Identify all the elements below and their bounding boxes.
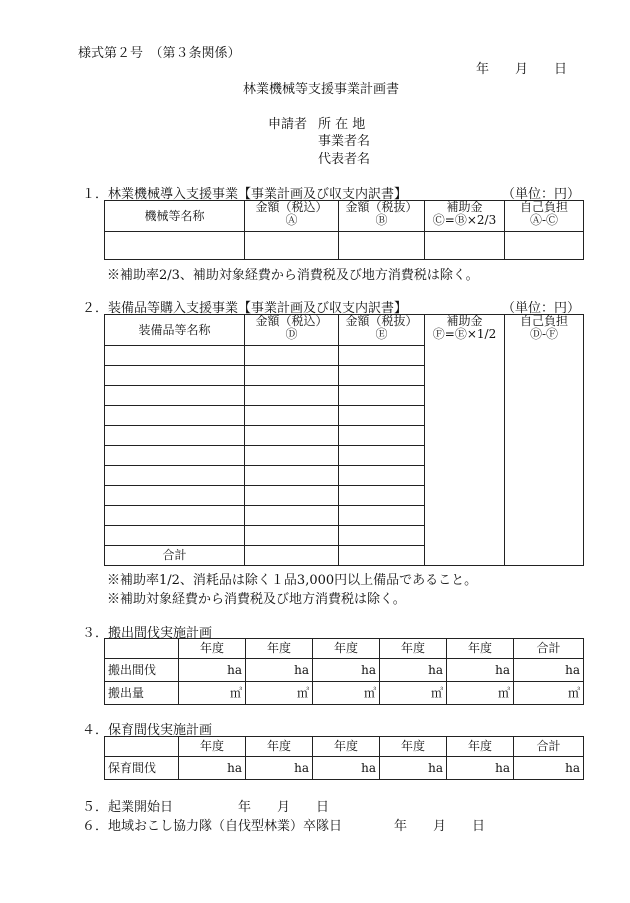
corner-cell: [105, 639, 179, 659]
page-title: 林業機械等支援事業計画書: [243, 82, 400, 97]
m3-cell[interactable]: ㎥: [380, 682, 447, 705]
section4-heading: ４．保育間伐実施計画: [82, 723, 213, 738]
entry-cell[interactable]: [245, 406, 339, 426]
entry-cell[interactable]: [245, 426, 339, 446]
corner-cell: [105, 737, 179, 757]
entry-cell[interactable]: [425, 232, 505, 260]
applicant-address-label: 所 在 地: [318, 117, 366, 132]
ha-cell[interactable]: ha: [179, 757, 246, 780]
entry-cell[interactable]: [339, 386, 425, 406]
entry-cell[interactable]: [105, 446, 245, 466]
section4-table: [104, 736, 584, 780]
year-header: 年度: [246, 639, 313, 659]
section1-unit: （単位：円）: [502, 187, 581, 202]
section2-col-name: 装備品等名称: [105, 315, 245, 346]
m3-cell[interactable]: ㎥: [514, 682, 584, 705]
applicant-label: 申請者: [268, 117, 308, 132]
entry-cell[interactable]: [105, 506, 245, 526]
section1-col-taxex: 金額（税抜） Ⓑ: [339, 201, 425, 232]
entry-cell[interactable]: [339, 486, 425, 506]
entry-cell[interactable]: [245, 346, 339, 366]
year-header: 年度: [447, 639, 514, 659]
entry-cell[interactable]: [339, 366, 425, 386]
section2-note-1: ※補助率1/2、消耗品は除く１品3,000円以上備品であること。: [107, 573, 478, 588]
entry-cell[interactable]: [505, 232, 584, 260]
m3-cell[interactable]: ㎥: [447, 682, 514, 705]
section1-col-name: 機械等名称: [105, 201, 245, 232]
entry-cell[interactable]: [105, 466, 245, 486]
form-number: 様式第２号 （第３条関係）: [78, 46, 241, 61]
ha-cell[interactable]: ha: [313, 757, 380, 780]
section6-graduation-date: ６．地域おこし協力隊（自伐型林業）卒隊日 年 月 日: [82, 819, 486, 834]
row-label-thinning: 搬出間伐: [105, 659, 179, 682]
entry-cell[interactable]: [245, 466, 339, 486]
section2-col-taxex: 金額（税抜） Ⓔ: [339, 315, 425, 346]
ha-cell[interactable]: ha: [447, 659, 514, 682]
section2-table: [104, 314, 584, 566]
entry-cell[interactable]: [245, 386, 339, 406]
section1-entry-row: [105, 232, 584, 260]
entry-cell[interactable]: [339, 506, 425, 526]
year-header: 年度: [179, 737, 246, 757]
section1-col-taxin: 金額（税込） Ⓐ: [245, 201, 339, 232]
m3-cell[interactable]: ㎥: [246, 682, 313, 705]
entry-cell[interactable]: [339, 346, 425, 366]
ha-cell[interactable]: ha: [313, 659, 380, 682]
section2-note-2: ※補助対象経費から消費税及び地方消費税は除く。: [107, 592, 406, 607]
ha-cell[interactable]: ha: [380, 757, 447, 780]
ha-cell[interactable]: ha: [246, 757, 313, 780]
section2-heading: ２．装備品等購入支援事業【事業計画及び収支内訳書】: [82, 301, 408, 316]
ha-cell[interactable]: ha: [246, 659, 313, 682]
entry-cell[interactable]: [245, 506, 339, 526]
entry-cell[interactable]: [245, 526, 339, 546]
section1-heading: １．林業機械導入支援事業【事業計画及び収支内訳書】: [82, 187, 408, 202]
total-header: 合計: [514, 639, 584, 659]
ha-cell[interactable]: ha: [514, 659, 584, 682]
year-header: 年度: [380, 639, 447, 659]
entry-cell[interactable]: [105, 486, 245, 506]
entry-cell[interactable]: [339, 232, 425, 260]
ha-cell[interactable]: ha: [179, 659, 246, 682]
entry-cell[interactable]: [339, 426, 425, 446]
section2-col-subsidy: 補助金 Ⓕ=Ⓔ×1/2: [425, 315, 505, 566]
entry-cell[interactable]: [339, 526, 425, 546]
ha-cell[interactable]: ha: [447, 757, 514, 780]
year-header: 年度: [179, 639, 246, 659]
entry-cell[interactable]: [105, 386, 245, 406]
m3-cell[interactable]: ㎥: [179, 682, 246, 705]
entry-cell[interactable]: [339, 446, 425, 466]
entry-cell[interactable]: [339, 406, 425, 426]
year-header: 年度: [313, 639, 380, 659]
section3-heading: ３．搬出間伐実施計画: [82, 626, 213, 641]
row-label-tending: 保育間伐: [105, 757, 179, 780]
section1-col-self: 自己負担 Ⓐ-Ⓒ: [505, 201, 584, 232]
entry-cell[interactable]: [339, 546, 425, 566]
row-label-volume: 搬出量: [105, 682, 179, 705]
section2-unit: （単位：円）: [502, 301, 581, 316]
entry-cell[interactable]: [245, 486, 339, 506]
year-header: 年度: [313, 737, 380, 757]
section5-start-date: ５．起業開始日 年 月 日: [82, 800, 330, 815]
entry-cell[interactable]: [105, 232, 245, 260]
section1-note: ※補助率2/3、補助対象経費から消費税及び地方消費税は除く。: [107, 268, 479, 283]
entry-cell[interactable]: [245, 366, 339, 386]
year-header: 年度: [246, 737, 313, 757]
applicant-business-label: 事業者名: [318, 134, 371, 149]
entry-cell[interactable]: [105, 366, 245, 386]
total-header: 合計: [514, 737, 584, 757]
date-line: 年 月 日: [476, 62, 568, 77]
section2-col-self: 自己負担 Ⓓ-Ⓕ: [505, 315, 584, 566]
section1-table: [104, 200, 584, 260]
ha-cell[interactable]: ha: [514, 757, 584, 780]
entry-cell[interactable]: [105, 426, 245, 446]
entry-cell[interactable]: [245, 232, 339, 260]
entry-cell[interactable]: [245, 446, 339, 466]
entry-cell[interactable]: [245, 546, 339, 566]
year-header: 年度: [380, 737, 447, 757]
entry-cell[interactable]: [105, 406, 245, 426]
applicant-representative-label: 代表者名: [318, 152, 371, 167]
year-header: 年度: [447, 737, 514, 757]
ha-cell[interactable]: ha: [380, 659, 447, 682]
entry-cell[interactable]: [105, 526, 245, 546]
section2-col-taxin: 金額（税込） Ⓓ: [245, 315, 339, 346]
m3-cell[interactable]: ㎥: [313, 682, 380, 705]
section2-total-label: 合計: [105, 546, 245, 566]
entry-cell[interactable]: [105, 346, 245, 366]
entry-cell[interactable]: [339, 466, 425, 486]
section3-table: [104, 638, 584, 705]
section1-col-subsidy: 補助金 Ⓒ=Ⓑ×2/3: [425, 201, 505, 232]
